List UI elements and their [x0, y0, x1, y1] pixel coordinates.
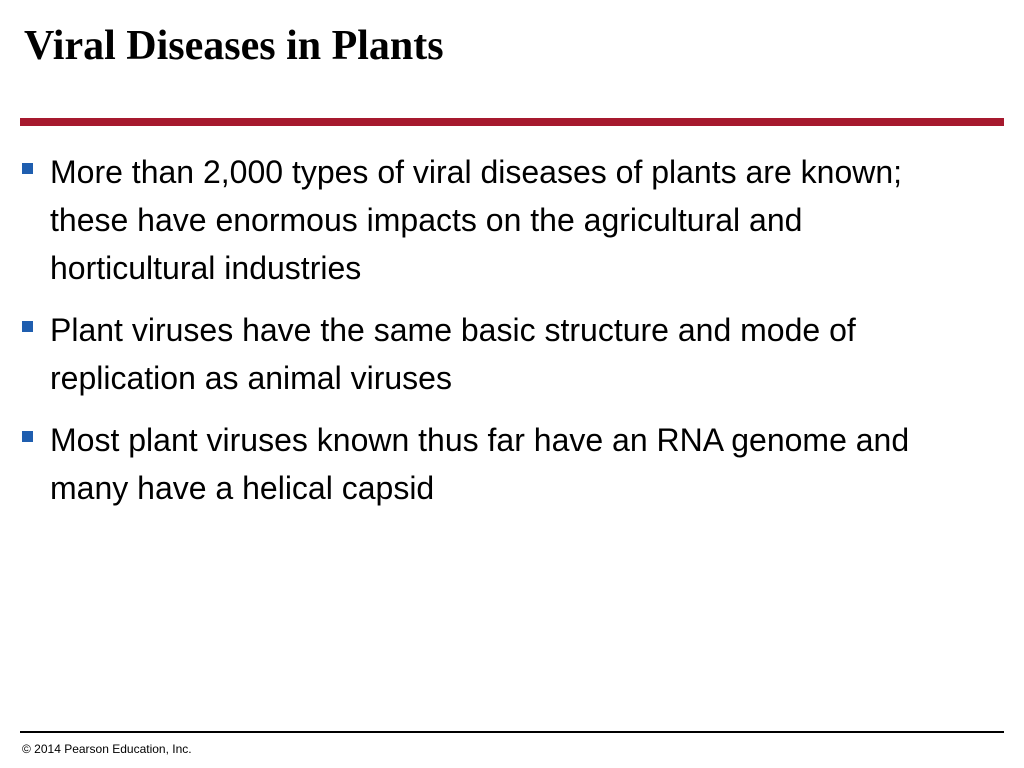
square-bullet-icon	[22, 163, 33, 174]
square-bullet-icon	[22, 321, 33, 332]
title-divider	[20, 118, 1004, 126]
bullet-text-2: Plant viruses have the same basic structure and mode of replication as animal viruses	[50, 312, 856, 396]
footer-divider	[20, 731, 1004, 733]
copyright-notice: © 2014 Pearson Education, Inc.	[22, 742, 192, 756]
bullet-item-3	[20, 416, 950, 512]
square-bullet-icon	[22, 431, 33, 442]
bullet-list	[20, 148, 950, 526]
bullet-item-1	[20, 148, 950, 292]
bullet-text-3: Most plant viruses known thus far have an RNA genome and many have a helical capsid	[50, 422, 910, 506]
bullet-text-1: More than 2,000 types of viral diseases of plants are known; these have enormous impacts on the agricultural and horticultural industries	[50, 154, 903, 286]
slide-title: Viral Diseases in Plants	[24, 23, 444, 69]
bullet-item-2	[20, 306, 950, 402]
